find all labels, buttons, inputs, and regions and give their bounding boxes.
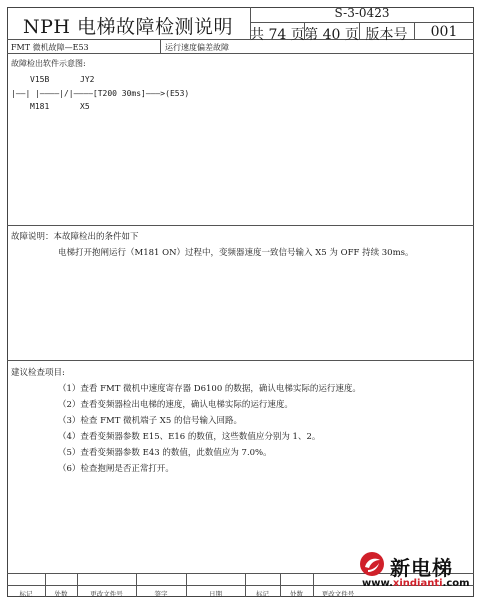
section-rule (7, 225, 474, 226)
suggestion-item: （4）查看变频器参数 E15、E16 的数值，这些数值应分别为 1、2。 (58, 432, 321, 442)
contact2-label-bottom: X5 (80, 102, 90, 111)
suggestion-item: （3）检查 FMT 微机端子 X5 的信号输入回路。 (58, 416, 242, 426)
ladder-diagram-line: |——| |————|/|————[T200 30ms]———>(E53) (11, 89, 190, 98)
contact2-label-top: JY2 (80, 75, 95, 84)
footer-label: 更改文件号 (321, 590, 355, 598)
detection-heading: 故障检出软件示意图: (11, 59, 86, 68)
subheader-bottom-rule (7, 53, 474, 54)
url-main: xindianti (392, 578, 443, 589)
footer-label: 标记 (19, 590, 33, 598)
footer-label: 标记 (256, 590, 269, 598)
watermark-url (362, 578, 470, 589)
watermark-brand: 新电梯 (390, 556, 453, 580)
brand-logo-icon (358, 550, 388, 578)
suggestion-item: （1）查看 FMT 微机中速度寄存器 D6100 的数据，确认电梯实际的运行速度。 (58, 384, 361, 394)
explanation-text: 电梯打开抱闸运行（M181 ON）过程中，变频器速度一致信号输入 X5 为 OFF 持续 30ms。 (58, 248, 414, 258)
url-suffix: .com (442, 578, 470, 589)
footer-label: 处数 (290, 590, 303, 598)
watermark (358, 548, 474, 596)
subheader-divider (160, 39, 161, 53)
total-pages: 共 74 页 (250, 27, 305, 43)
explanation-heading: 故障说明：本故障检出的条件如下 (11, 232, 139, 242)
header-mid-rule (250, 22, 474, 23)
document-title: NPH 电梯故障检测说明 (22, 16, 234, 38)
suggestion-item: （2）查看变频器检出电梯的速度，确认电梯实际的运行速度。 (58, 400, 293, 410)
page-number: 第 40 页 (304, 27, 359, 43)
contact1-label-top: V15B (30, 75, 50, 84)
fault-code: FMT 微机故障—E53 (11, 43, 89, 52)
document-code: S-3-0423 (334, 6, 390, 20)
section-rule (7, 360, 474, 361)
url-prefix: www. (362, 578, 393, 589)
footer-label: 日期 (209, 590, 222, 598)
version-label: 版本号 (365, 27, 408, 43)
footer-label: 处数 (54, 590, 68, 598)
suggestion-item: （6）检查抱闸是否正常打开。 (58, 464, 174, 474)
fault-name: 运行速度偏差故障 (165, 43, 229, 52)
version-value: 001 (430, 24, 458, 40)
footer-label: 签字 (154, 590, 168, 598)
contact1-label-bottom: M181 (30, 102, 50, 111)
suggestions-heading: 建议检查项目: (11, 368, 65, 378)
footer-label: 更改文件号 (90, 590, 123, 598)
suggestion-item: （5）查看变频器参数 E43 的数值，此数值应为 7.0%。 (58, 448, 272, 458)
